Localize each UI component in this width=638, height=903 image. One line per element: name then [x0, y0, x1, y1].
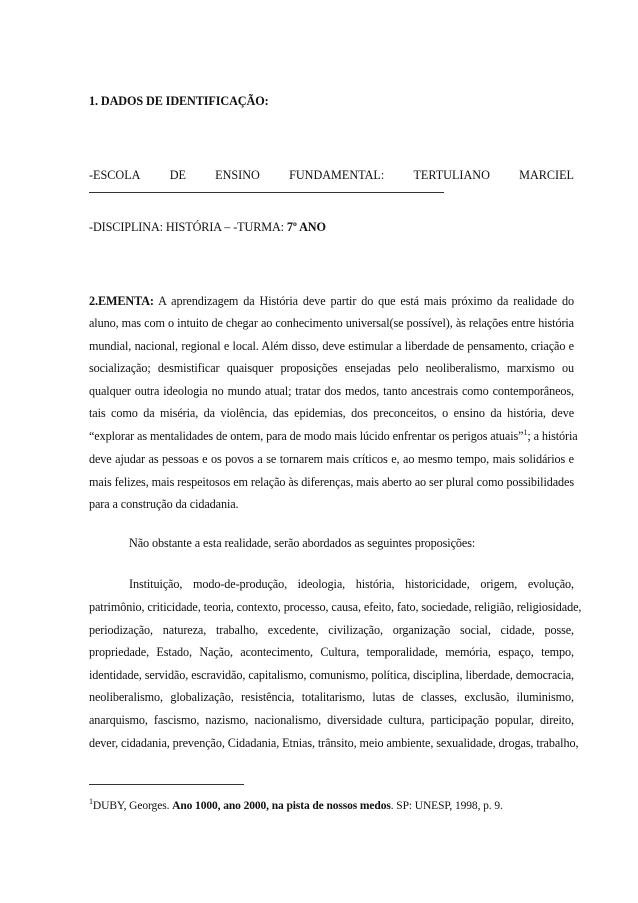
ementa-last-line: para a construção da cidadania. — [89, 497, 239, 511]
ementa-quote-after: ; a história — [527, 429, 578, 443]
concepts-line: neoliberalismo, globalização, resistência, totalitarismo, lutas de classes, exclusão, iluminismo, — [89, 690, 574, 705]
ementa-line: qualquer outra ideologia no mundo atual; tratar dos medos, tanto ancestrais como contemporâneos, — [89, 383, 574, 398]
footnote-ref: 1 — [523, 427, 528, 437]
footnote — [89, 797, 503, 812]
turma-value: 7º ANO — [286, 220, 326, 234]
ementa-line: mundial, nacional, regional e local. Além disso, deve estimular a liberdade de pensamento, criação e — [89, 338, 574, 353]
concepts-line: propriedade, Estado, Nação, acontecimento, Cultura, temporalidade, memória, espaço, tempo, — [89, 645, 574, 660]
escola-word: FUNDAMENTAL: — [289, 168, 385, 182]
escola-word: MARCIEL — [519, 168, 574, 182]
escola-word: ENSINO — [215, 168, 260, 182]
ementa-line: mais felizes, mais respeitosos em relação às diferenças, mais aberto ao ser plural como possibilidades — [89, 474, 574, 489]
escola-underline — [89, 192, 444, 193]
escola-word: TERTULIANO — [413, 168, 490, 182]
footnote-title: Ano 1000, ano 2000, na pista de nossos medos — [172, 800, 391, 812]
ementa-line-1 — [89, 294, 574, 309]
section-heading-identificacao: 1. DADOS DE IDENTIFICAÇÃO: — [89, 94, 269, 108]
footnote-separator — [89, 784, 244, 785]
disciplina-label: -DISCIPLINA: HISTÓRIA – -TURMA: — [89, 220, 287, 234]
ementa-line: aluno, mas com o intuito de chegar ao conhecimento universal(se possível), às relações entre história — [89, 316, 574, 330]
escola-line — [89, 168, 574, 183]
concepts-line: dever, cidadania, prevenção, Cidadania, Etnias, trânsito, meio ambiente, sexualidade, drogas, trabalho, — [89, 735, 579, 750]
escola-word: -ESCOLA — [89, 168, 141, 182]
ementa-label: 2.EMENTA: — [89, 294, 154, 308]
ementa-first-line-text: A aprendizagem da História deve partir do que está mais próximo da realidade do — [153, 294, 574, 308]
ementa-quote-text: “explorar as mentalidades de ontem, para de modo mais lúcido enfrentar os perigos atuais” — [89, 429, 524, 443]
disciplina-line — [89, 220, 326, 235]
footnote-author: DUBY, Georges. — [92, 800, 173, 812]
ementa-line: tais como da miséria, da violência, das epidemias, dos preconceitos, o ensino da história, deve — [89, 406, 574, 420]
concepts-first-line: Instituição, modo-de-produção, ideologia, história, historicidade, origem, evolução, — [129, 577, 574, 591]
concepts-line: periodização, natureza, trabalho, excedente, civilização, organização social, cidade, posse, — [89, 622, 574, 637]
footnote-number: 1 — [89, 797, 93, 807]
footnote-rest: . SP: UNESP, 1998, p. 9. — [390, 800, 503, 812]
concepts-line: identidade, servidão, escravidão, capitalismo, comunismo, política, disciplina, liberdade, democracia, — [89, 667, 574, 682]
ementa-line: deve ajudar as pessoas e os povos a se tornarem mais críticos e, ao mesmo tempo, mais solidários e — [89, 452, 574, 466]
concepts-line: patrimônio, criticidade, teoria, contexto, processo, causa, efeito, fato, sociedade, religião, religiosidade, — [89, 600, 582, 614]
paragraph-proposicoes: Não obstante a esta realidade, serão abordados as seguintes proposições: — [129, 536, 476, 550]
ementa-quote-line — [89, 427, 578, 444]
concepts-line: anarquismo, fascismo, nazismo, nacionalismo, diversidade cultura, participação popular, direito, — [89, 713, 574, 727]
ementa-line: socialização; desmistificar quaisquer proposições ensejadas pelo neoliberalismo, marxismo ou — [89, 361, 574, 375]
escola-word: DE — [169, 168, 186, 182]
